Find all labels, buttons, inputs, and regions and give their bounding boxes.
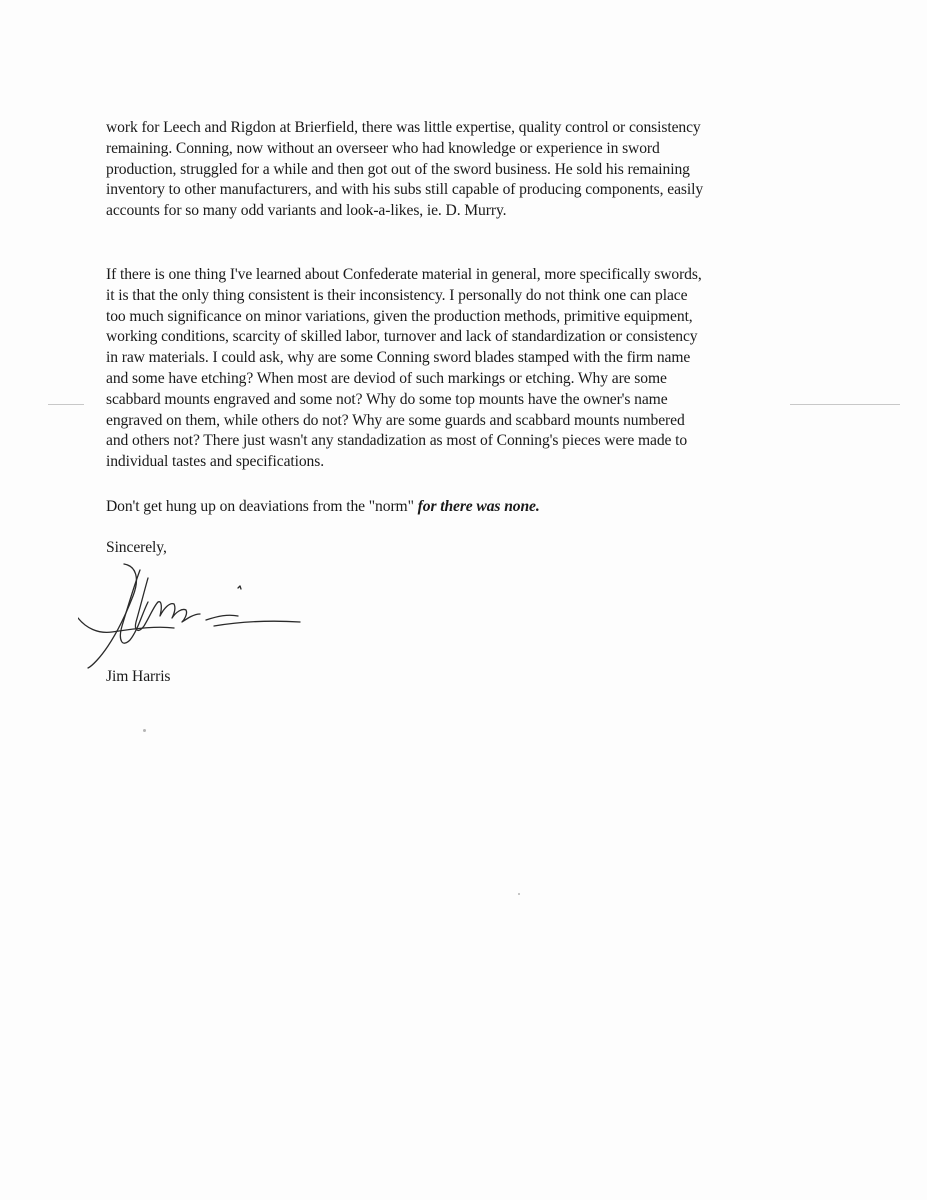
scan-speck: [518, 893, 520, 895]
text-line: it is that the only thing consistent is their inconsistency. I personally do not think one can place: [106, 286, 688, 304]
text-line: and some have etching? When most are deviod of such markings or etching. Why are some: [106, 369, 667, 387]
text-line: engraved on them, while others do not? Why are some guards and scabbard mounts numbered: [106, 411, 685, 429]
text-line: accounts for so many odd variants and look-a-likes, ie. D. Murry.: [106, 202, 507, 220]
text-line: inventory to other manufacturers, and with his subs still capable of producing components, easily: [106, 181, 704, 199]
handwritten-signature-icon: [78, 556, 318, 671]
salutation: Sincerely,: [106, 539, 167, 556]
body-paragraph-1: [106, 118, 806, 222]
closing-statement: [106, 497, 806, 518]
closing-text: Don't get hung up on deaviations from the "norm": [106, 498, 414, 515]
text-line: individual tastes and specifications.: [106, 453, 325, 471]
scan-speck: [143, 729, 146, 732]
text-line: remaining. Conning, now without an overseer who had knowledge or experience in sword: [106, 139, 660, 157]
text-line: scabbard mounts engraved and some not? Why do some top mounts have the owner's name: [106, 390, 668, 408]
scan-artifact-line: [48, 404, 84, 405]
body-paragraph-2: [106, 265, 806, 473]
text-line: If there is one thing I've learned about Confederate material in general, more specifically swords,: [106, 266, 702, 283]
text-line: production, struggled for a while and then got out of the sword business. He sold his remaining: [106, 160, 690, 178]
scan-artifact-line: [790, 404, 900, 405]
closing-emphasis: for there was none.: [417, 498, 540, 515]
signer-name: Jim Harris: [106, 668, 171, 685]
text-line: too much significance on minor variations, given the production methods, primitive equipment,: [106, 307, 693, 325]
text-line: working conditions, scarcity of skilled labor, turnover and lack of standardization or consistency: [106, 328, 698, 346]
text-line: in raw materials. I could ask, why are some Conning sword blades stamped with the firm name: [106, 349, 691, 367]
text-line: and others not? There just wasn't any standadization as most of Conning's pieces were made to: [106, 432, 688, 450]
text-line: work for Leech and Rigdon at Brierfield, there was little expertise, quality control or consistency: [106, 119, 701, 136]
